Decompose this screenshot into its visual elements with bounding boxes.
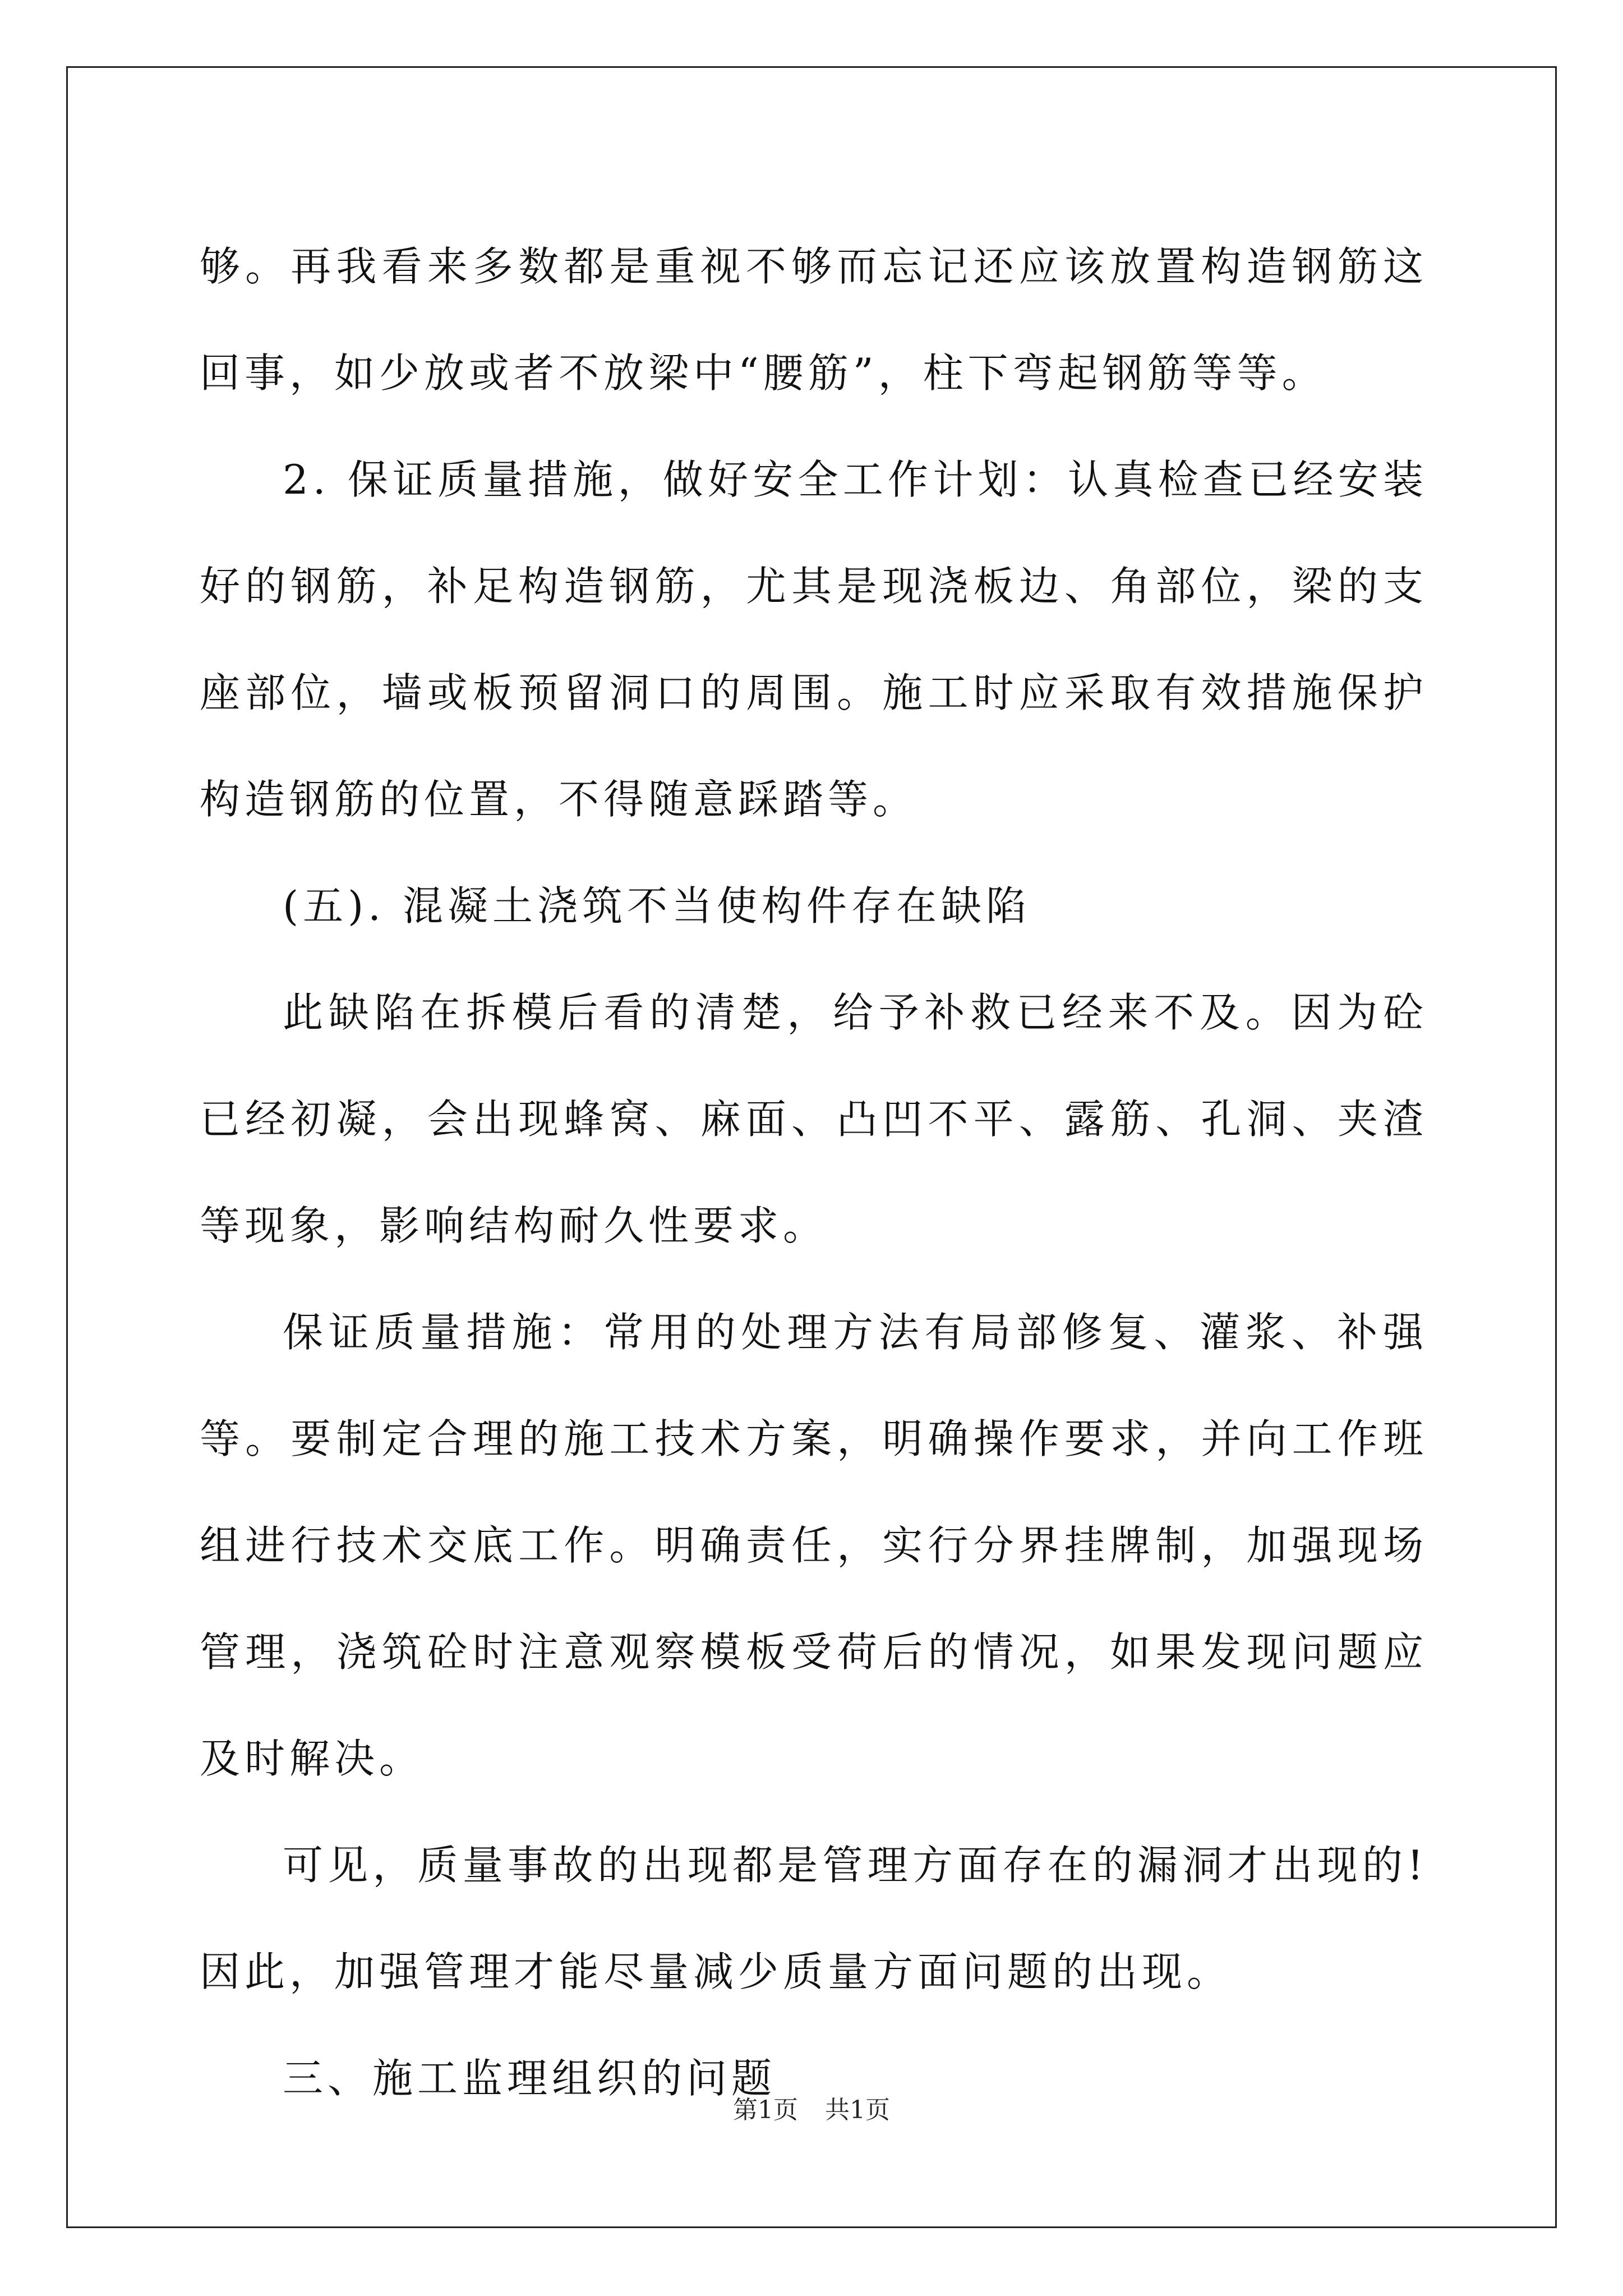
- paragraph-measures-2: 2. 保证质量措施，做好安全工作计划：认真检查已经安装好的钢筋，补足构造钢筋，尤其是现浇板边、角部位，梁的支座部位，墙或板预留洞口的周围。施工时应采取有效措施保护构造钢筋的位置，不得随意踩踏等。: [200, 456, 1428, 823]
- paragraph-quality-measures: 保证质量措施：常用的处理方法有局部修复、灌浆、补强等。要制定合理的施工技术方案，明确操作要求，并向工作班组进行技术交底工作。明确责任，实行分界挂牌制，加强现场管理，浇筑砼时注意观察模板受荷后的情况，如果发现问题应及时解决。: [200, 1309, 1428, 1782]
- paragraph-conclusion: 可见，质量事故的出现都是管理方面存在的漏洞才出现的!因此，加强管理才能尽量减少质量方面问题的出现。: [200, 1842, 1428, 1995]
- paragraph-defect-description: 此缺陷在拆模后看的清楚，给予补救已经来不及。因为砼已经初凝，会出现蜂窝、麻面、凸凹不平、露筋、孔洞、夹渣等现象，影响结构耐久性要求。: [200, 989, 1428, 1249]
- section-heading-3: 三、施工监理组织的问题: [283, 2055, 777, 2102]
- document-body: [200, 213, 1428, 2132]
- section-heading-5: (五). 混凝土浇筑不当使构件存在缺陷: [283, 882, 1031, 930]
- page-number: 第1页: [733, 2096, 798, 2124]
- page-footer: [0, 2090, 1623, 2125]
- page-total: 共1页: [825, 2096, 890, 2124]
- paragraph-continuation: 够。再我看来多数都是重视不够而忘记还应该放置构造钢筋这回事，如少放或者不放梁中“腰筋”，柱下弯起钢筋等等。: [200, 243, 1428, 397]
